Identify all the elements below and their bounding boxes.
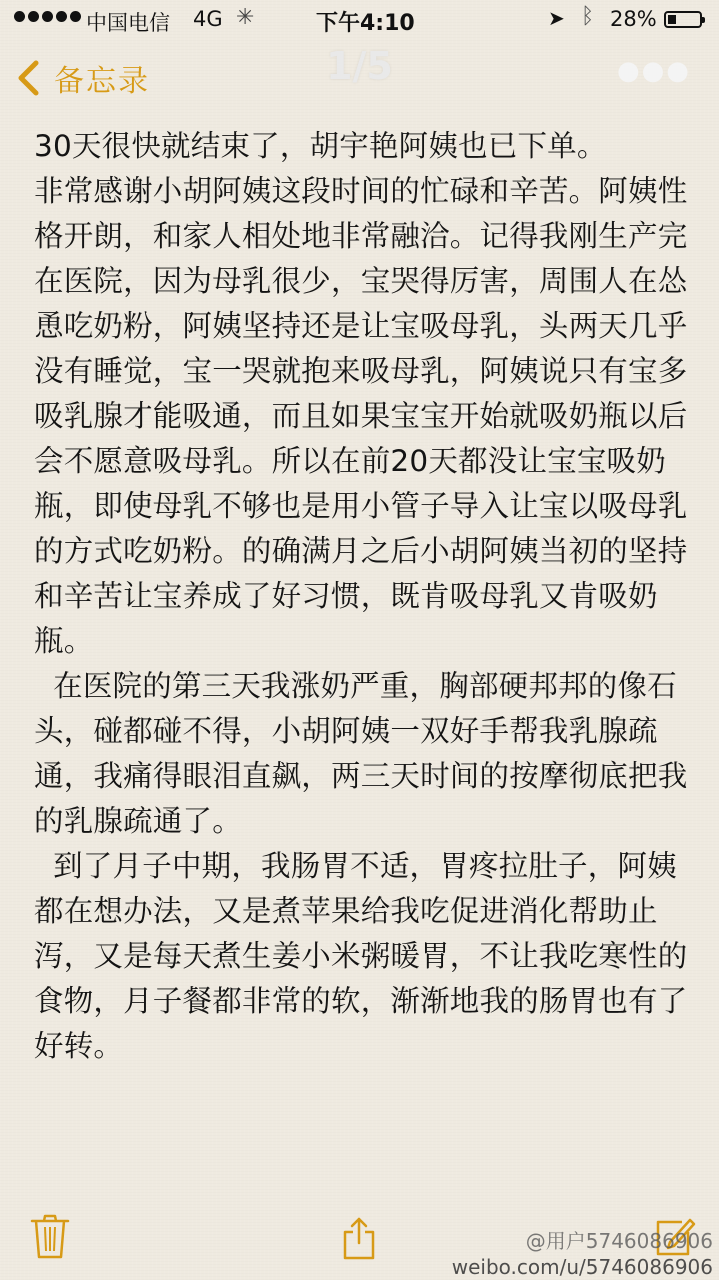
share-button[interactable] (342, 1216, 376, 1264)
note-body[interactable] (34, 124, 696, 1069)
battery-icon (664, 11, 702, 28)
more-dots-icon[interactable]: ●●● (616, 56, 691, 86)
trash-icon (30, 1214, 70, 1260)
nav-bar (0, 40, 719, 120)
signal-strength-icon (14, 11, 81, 22)
note-paragraph-2: 在医院的第三天我涨奶严重，胸部硬邦邦的像石头，碰都碰不得，小胡阿姨一双好手帮我乳腺疏通，我痛得眼泪直飙，两三天时间的按摩彻底把我的乳腺疏通了。 (34, 669, 688, 838)
battery-percent: 28% (610, 7, 657, 31)
share-icon (342, 1216, 376, 1260)
note-paragraph-1: 30天很快就结束了，胡宇艳阿姨也已下单。 非常感谢小胡阿姨这段时间的忙碌和辛苦。阿姨性格开朗，和家人相处地非常融洽。记得我刚生产完在医院，因为母乳很少，宝哭得厉害，周围人在怂恿吃奶粉，阿姨坚持还是让宝吸母乳，头两天几乎没有睡觉，宝一哭就抱来吸母乳，阿姨说只有宝多吸乳腺才能吸通，而且如果宝宝开始就吸奶瓶以后会不愿意吸母乳。所以在前20天都没让宝宝吸奶瓶，即使母乳不够也是用小管子导入让宝以吸母乳的方式吃奶粉。的确满月之后小胡阿姨当初的坚持和辛苦让宝养成了好习惯，既肯吸母乳又肯吸奶瓶。 (34, 129, 688, 658)
watermark-url: weibo.com/u/5746086906 (451, 1255, 713, 1279)
watermark-handle: @用户5746086906 (525, 1229, 713, 1253)
status-bar (0, 0, 719, 40)
weibo-watermark (452, 1228, 713, 1280)
location-arrow-icon: ➤ (548, 6, 565, 30)
status-time: 下午4:10 (316, 11, 415, 36)
bluetooth-icon: ᛒ (581, 4, 595, 29)
trash-button[interactable] (30, 1214, 70, 1264)
battery-fill (668, 15, 676, 24)
note-paragraph-3: 到了月子中期，我肠胃不适，胃疼拉肚子，阿姨都在想办法，又是煮苹果给我吃促进消化帮助止泻，又是每天煮生姜小米粥暖胃，不让我吃寒性的食物，月子餐都非常的软，渐渐地我的肠胃也有了好转。 (34, 849, 688, 1063)
back-button[interactable] (16, 56, 150, 100)
network-type: 4G (193, 7, 223, 31)
back-button-label: 备忘录 (54, 64, 150, 99)
page-indicator: 1/5 (326, 44, 393, 88)
chevron-left-icon (16, 60, 40, 96)
carrier-name: 中国电信 (86, 11, 170, 35)
activity-spinner-icon: ✳ (236, 5, 255, 30)
